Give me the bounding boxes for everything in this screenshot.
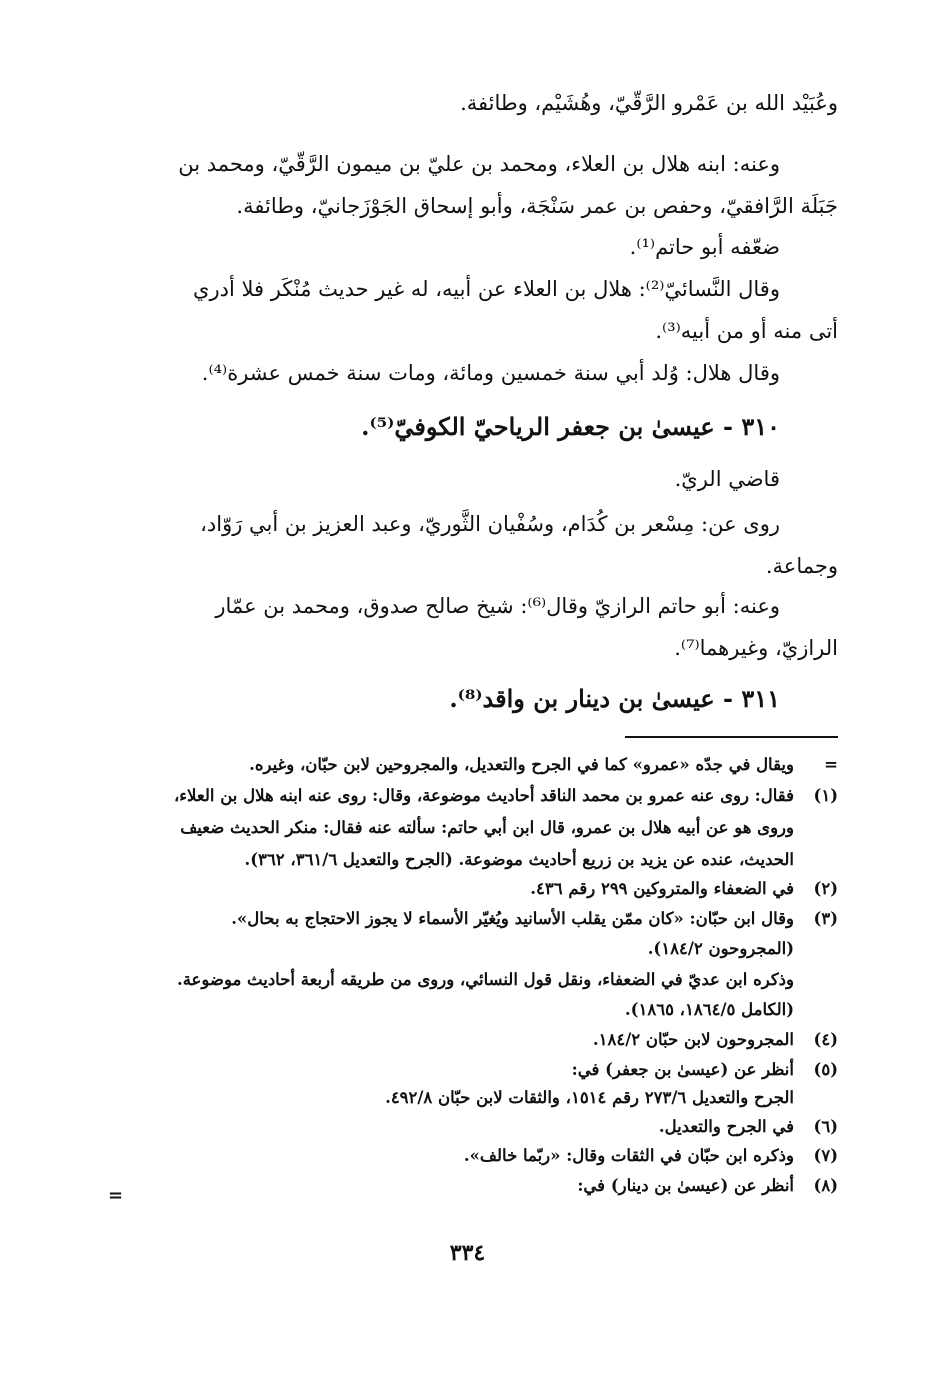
- footnote-text: (المجروحون ١٨٤/٢).: [647, 939, 794, 958]
- text-line: وعنه: ابنه هلال بن العلاء، ومحمد بن عليّ بن ميمون الرَّقّيّ، ومحمد بن: [178, 152, 780, 176]
- footnote-text: أنظر عن (عيسىٰ بن جعفر) في:: [571, 1060, 794, 1079]
- footnote-number: (١): [813, 786, 838, 805]
- text-line: روى عن: مِسْعر بن كُدَام، وسُفْيان الثَّوريّ، وعبد العزيز بن أبي رَوّاد،: [200, 512, 780, 536]
- footnote-text: المجروحون لابن حبّان ١٨٤/٢.: [592, 1030, 794, 1049]
- footnote-text: الحديث، عنده عن يزيد بن زريع أحاديث موضوعة. (الجرح والتعديل ٣٦١/٦، ٣٦٢).: [244, 850, 794, 869]
- footnote-text: الجرح والتعديل ٢٧٣/٦ رقم ١٥١٤، والثقات لابن حبّان ٤٩٢/٨.: [385, 1088, 794, 1107]
- footnote-text: وروى هو عن أبيه هلال بن عمرو، قال ابن أبي حاتم: سألته عنه فقال: منكر الحديث ضعيف: [180, 818, 794, 837]
- text-line: ضعّفه أبو حاتم⁽¹⁾.: [629, 235, 780, 259]
- footnote-number: (٨): [813, 1176, 838, 1195]
- footnote-number: =: [824, 755, 838, 774]
- footnote-number: (٧): [813, 1146, 838, 1165]
- entry-heading-310: ٣١٠ - عيسىٰ بن جعفر الرياحيّ الكوفيّ⁽⁵⁾.: [361, 412, 780, 441]
- page-number: ٣٣٤: [449, 1240, 486, 1266]
- text-line: جَبَلَة الرَّافقيّ، وحفص بن عمر سَنْجَة، وأبو إسحاق الجَوْزَجانيّ، وطائفة.: [236, 194, 838, 218]
- footnote-divider: [625, 736, 838, 738]
- text-line: أتى منه أو من أبيه⁽³⁾.: [655, 319, 838, 343]
- footnote-text: (الكامل ١٨٦٤/٥، ١٨٦٥).: [624, 1000, 794, 1019]
- text-line: وجماعة.: [765, 554, 838, 578]
- text-line: وعنه: أبو حاتم الرازيّ وقال⁽⁶⁾: شيخ صالح صدوق، ومحمد بن عمّار: [215, 594, 780, 618]
- text-line: الرازيّ، وغيرهما⁽⁷⁾.: [674, 636, 838, 660]
- footnote-number: (٢): [813, 879, 838, 898]
- text-line: وقال النَّسائيّ⁽²⁾: هلال بن العلاء عن أبيه، له غير حديث مُنْكَر فلا أدري: [193, 277, 780, 301]
- footnote-text: وذكره ابن حبّان في الثقات وقال: «ربّما خالف».: [463, 1146, 794, 1165]
- text-line: وقال هلال: وُلد أبي سنة خمسين ومائة، ومات سنة خمس عشرة⁽⁴⁾.: [201, 361, 780, 385]
- text-line: وعُبَيْد الله بن عَمْرو الرَّقّيّ، وهُشَيْم، وطائفة.: [460, 91, 838, 115]
- footnote-number: (٤): [813, 1030, 838, 1049]
- continuation-mark: =: [108, 1185, 124, 1206]
- footnote-number: (٦): [813, 1117, 838, 1136]
- footnote-text: وذكره ابن عديّ في الضعفاء، ونقل قول النسائي، وروى من طريقه أربعة أحاديث موضوعة.: [176, 970, 794, 989]
- text-line: قاضي الريّ.: [674, 467, 780, 491]
- footnote-text: وقال ابن حبّان: «كان ممّن يقلب الأسانيد ويُغيّر الأسماء لا يجوز الاحتجاج به بحال».: [231, 909, 794, 928]
- footnote-text: في الضعفاء والمتروكين ٢٩٩ رقم ٤٣٦.: [530, 879, 794, 898]
- entry-heading-311: ٣١١ - عيسىٰ بن دينار بن واقد⁽⁸⁾.: [449, 684, 780, 713]
- footnote-text: فقال: روى عنه عمرو بن محمد الناقد أحاديث موضوعة، وقال: روى عنه ابنه هلال بن العلاء،: [173, 786, 794, 805]
- footnote-text: ويقال في جدّه «عمرو» كما في الجرح والتعديل، والمجروحين لابن حبّان، وغيره.: [249, 755, 794, 774]
- footnote-number: (٣): [813, 909, 838, 928]
- footnote-text: أنظر عن (عيسىٰ بن دينار) في:: [577, 1176, 794, 1195]
- footnote-text: في الجرح والتعديل.: [658, 1117, 794, 1136]
- footnote-number: (٥): [813, 1060, 838, 1079]
